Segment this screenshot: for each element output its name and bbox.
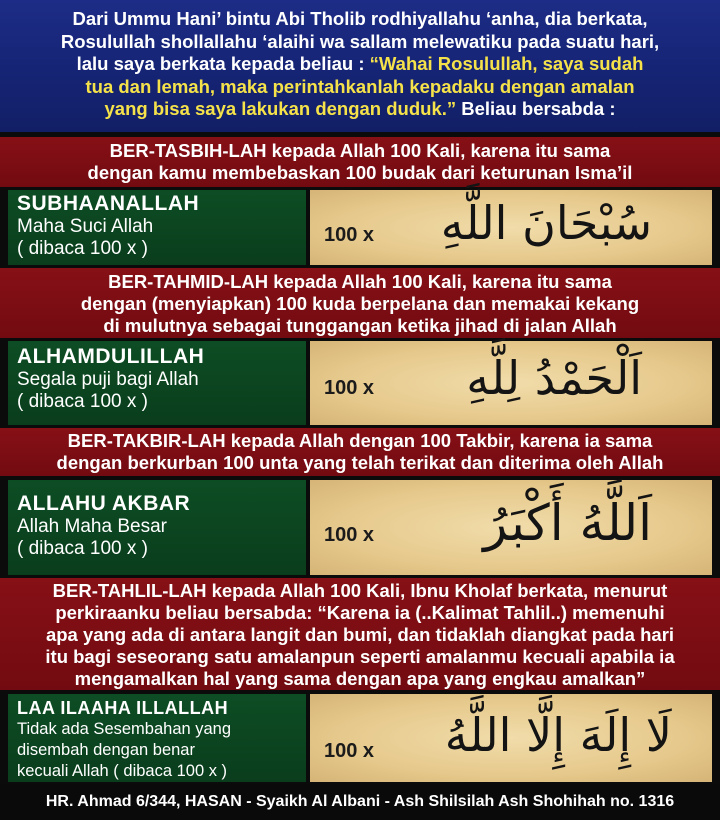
hadith-intro [0,0,720,132]
dhikr-meaning-2: disembah dengan benar [17,741,195,759]
dhikr-title: SUBHAANALLAH [17,192,200,215]
dhikr-meaning: Segala puji bagi Allah [17,369,199,390]
dhikr-meaning: Allah Maha Besar [17,516,167,537]
banner-line: BER-TAKBIR-LAH kepada Allah dengan 100 Takbir, karena ia sama [67,430,653,451]
intro-line-5a: yang bisa saya lakukan dengan duduk.” [104,98,457,119]
banner-line: dengan kamu membebaskan 100 budak dari keturunan Isma’il [87,162,633,183]
takbir-banner [0,428,720,476]
banner-line: BER-TAHMID-LAH kepada Allah 100 Kali, karena itu sama [108,271,612,292]
dhikr-title: ALHAMDULILLAH [17,345,205,368]
dhikr-meaning: Maha Suci Allah [17,216,154,237]
intro-line-5b: Beliau bersabda : [456,98,616,119]
repeat-count: 100 x [324,224,375,246]
intro-line-5 [10,98,710,121]
arabic-text: سُبْحَانَ اللَّهِ [440,196,652,250]
dhikr-title: ALLAHU AKBAR [17,492,191,515]
tahlil-arabic-panel [310,694,712,782]
banner-line: BER-TASBIH-LAH kepada Allah 100 Kali, karena itu sama [109,140,611,161]
dhikr-read-count: kecuali Allah ( dibaca 100 x ) [17,762,228,780]
repeat-count: 100 x [324,524,375,546]
intro-line-4: tua dan lemah, maka perintahkanlah kepadaku dengan amalan [85,75,635,97]
banner-line: dengan (menyiapkan) 100 kuda berpelana dan memakai kekang [80,293,640,314]
arabic-text: لَا إِلَهَ إِلَّا اللَّهُ [444,708,672,762]
banner-line: itu bagi seseorang satu amalanpun seperti amalanmu kecuali apabila ia [45,646,675,667]
banner-line: BER-TAHLIL-LAH kepada Allah 100 Kali, Ibnu Kholaf berkata, menurut [52,580,668,601]
tahlil-label-box [8,694,306,782]
banner-line: di mulutnya sebagai tunggangan ketika jihad di jalan Allah [103,315,617,336]
tahlil-banner [0,578,720,690]
dhikr-title: LAA ILAAHA ILLALLAH [17,698,229,718]
banner-line: mengamalkan hal yang sama dengan apa yang engkau amalkan” [74,668,646,689]
dhikr-meaning: Tidak ada Sesembahan yang [17,720,232,738]
tahmid-arabic-panel [310,341,712,425]
tahmid-label-box [8,341,306,425]
tasbih-label-box [8,190,306,265]
intro-line-3 [10,53,710,76]
repeat-count: 100 x [324,740,375,762]
intro-line-3a: lalu saya berkata kepada beliau : [76,53,370,74]
banner-line: apa yang ada di antara langit dan bumi, dan tidaklah diangkat pada hari [45,624,675,645]
hadith-reference: HR. Ahmad 6/344, HASAN - Syaikh Al Albani - Ash Shilsilah Ash Shohihah no. 1316 [0,784,720,820]
arabic-text: اَلْحَمْدُ لِلَّهِ [466,351,642,405]
tahmid-banner [0,268,720,338]
intro-line-2: Rosulullah shollallahu ‘alaihi wa sallam melewatiku pada suatu hari, [60,30,660,52]
arabic-text: اَللَّهُ أَكْبَرُ [483,494,652,552]
repeat-count: 100 x [324,377,375,399]
dhikr-read-count: ( dibaca 100 x ) [17,238,148,259]
banner-line: perkiraanku beliau bersabda: “Karena ia (..Kalimat Tahlil..) memenuhi [55,602,665,623]
takbir-label-box [8,480,306,575]
dhikr-read-count: ( dibaca 100 x ) [17,391,148,412]
intro-line-1: Dari Ummu Hani’ bintu Abi Tholib rodhiyallahu ‘anha, dia berkata, [72,8,648,29]
dhikr-read-count: ( dibaca 100 x ) [17,538,148,559]
tasbih-banner [0,137,720,187]
intro-line-3b: “Wahai Rosulullah, saya sudah [369,53,644,74]
banner-line: dengan berkurban 100 unta yang telah terikat dan diterima oleh Allah [56,452,664,473]
takbir-arabic-panel [310,480,712,575]
tasbih-arabic-panel [310,190,712,265]
